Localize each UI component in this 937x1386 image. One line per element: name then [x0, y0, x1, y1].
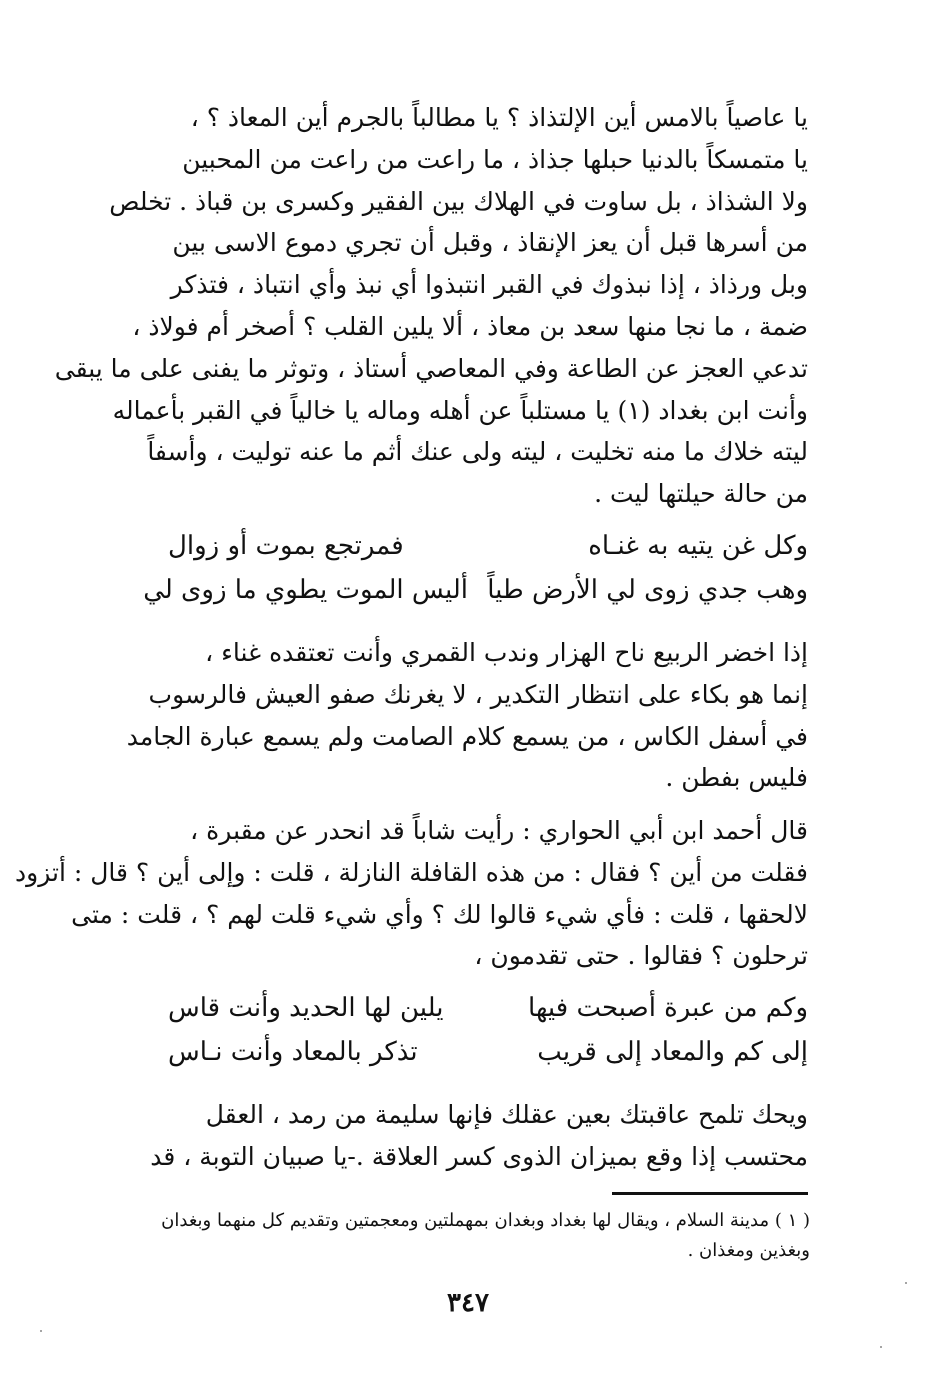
verse-first-hemistich: وكل غن يتيه به غنـاه — [588, 531, 808, 561]
paragraph-line: في أسفل الكاس ، من يسمع كلام الصامت ولم يسمع عبارة الجامد — [126, 721, 808, 751]
scan-speck — [905, 1282, 907, 1284]
paragraph-line: من أسرها قبل أن يعز الإنقاذ ، وقبل أن تجري دموع الاسى بين — [172, 228, 808, 258]
verse-first-hemistich: وكم من عبرة أصبحت فيها — [528, 993, 808, 1023]
scan-speck — [880, 1346, 882, 1348]
paragraph-line: من حالة حيلتها ليت . — [594, 479, 808, 509]
paragraph-line: يا متمسكاً بالدنيا حبلها جذاذ ، ما راعت من راعت من المحبين — [182, 144, 808, 174]
verse-line — [143, 568, 808, 612]
verse-second-hemistich: أليس الموت يطوي ما زوى لي — [143, 575, 468, 605]
footnote-line: ( ١ ) مدينة السلام ، ويقال لها بغداد وبغدان بمهملتين ومعجمتين وتقديم كل منهما وبغدان — [161, 1210, 810, 1231]
paragraph-line: فقلت من أين ؟ فقال : من هذه القافلة النازلة ، قلت : وإلى أين ؟ قال : أتزود — [15, 857, 808, 887]
verse-line — [168, 1030, 808, 1074]
verse-line — [168, 524, 808, 568]
paragraph-2 — [126, 632, 808, 799]
paragraph-line: وبل ورذاذ ، إذا نبذوك في القبر انتبذوا أي نبذ وأي انتباذ ، فتذكر — [170, 270, 808, 300]
verse-1 — [143, 524, 808, 612]
page-number: ٣٤٧ — [447, 1288, 489, 1318]
footnote-line: وبغذين ومغذان . — [687, 1240, 810, 1261]
footnote-divider — [612, 1192, 808, 1195]
verse-second-hemistich: فمرتجع بموت أو زوال — [168, 531, 404, 561]
verse-second-hemistich: يلين لها الحديد وأنت قاس — [168, 993, 444, 1023]
paragraph-line: لالحقها ، قلت : فأي شيء قالوا لك ؟ وأي شيء قلت لهم ؟ ، قلت : متى — [71, 899, 808, 929]
paragraph-line: ويحك تلمح عاقبتك بعين عقلك فإنها سليمة من رمد ، العقل — [205, 1100, 808, 1129]
paragraph-line: وأنت ابن بغداد (١) يا مستلباً عن أهله وماله يا خالياً في القبر بأعماله — [112, 395, 808, 425]
paragraph-line: تدعي العجز عن الطاعة وفي المعاصي أستاذ ، وتوثر ما يفنى على ما يبقى — [54, 353, 808, 383]
verse-first-hemistich: إلى كم والمعاد إلى قريب — [537, 1037, 808, 1067]
paragraph-line: ولا الشذاذ ، بل ساوت في الهلاك بين الفقير وكسرى بن قباذ . تخلص — [109, 186, 808, 216]
paragraph-line: إنما هو بكاء على انتظار التكدير ، لا يغرنك صفو العيش فالرسوب — [148, 679, 808, 709]
paragraph-1 — [54, 97, 808, 515]
scan-speck — [40, 1330, 42, 1332]
footnote — [160, 1206, 810, 1266]
paragraph-line: يا عاصياً بالامس أين الإلتذاذ ؟ يا مطالباً بالجرم أين المعاذ ؟ ، — [190, 103, 808, 132]
paragraph-line: ليته خلاك ما منه تخليت ، ليته ولى عنك أثم ما عنه توليت ، وأسفاً — [147, 437, 808, 467]
paragraph-4 — [150, 1094, 808, 1178]
paragraph-line: محتسب إذا وقع بميزان الذوى كسر العلاقة .-يا صبيان التوبة ، قد — [150, 1141, 808, 1171]
paragraph-line: فليس بفطن . — [665, 763, 808, 793]
verse-first-hemistich: وهب جدي زوى لي الأرض طياً — [487, 575, 808, 605]
paragraph-line: إذا اخضر الربيع ناح الهزار وندب القمري وأنت تعتقده غناء ، — [205, 638, 808, 667]
paragraph-3 — [15, 810, 808, 977]
paragraph-line: ترحلون ؟ فقالوا . حتى تقدمون ، — [474, 941, 808, 971]
verse-second-hemistich: تذكر بالمعاد وأنت نـاس — [168, 1037, 418, 1067]
verse-line — [168, 986, 808, 1030]
paragraph-line: قال أحمد ابن أبي الحواري : رأيت شاباً قد انحدر عن مقبرة ، — [190, 816, 808, 845]
paragraph-line: ضمة ، ما نجا منها سعد بن معاذ ، ألا يلين القلب ؟ أصخر أم فولاذ ، — [132, 311, 808, 341]
verse-2 — [168, 986, 808, 1074]
